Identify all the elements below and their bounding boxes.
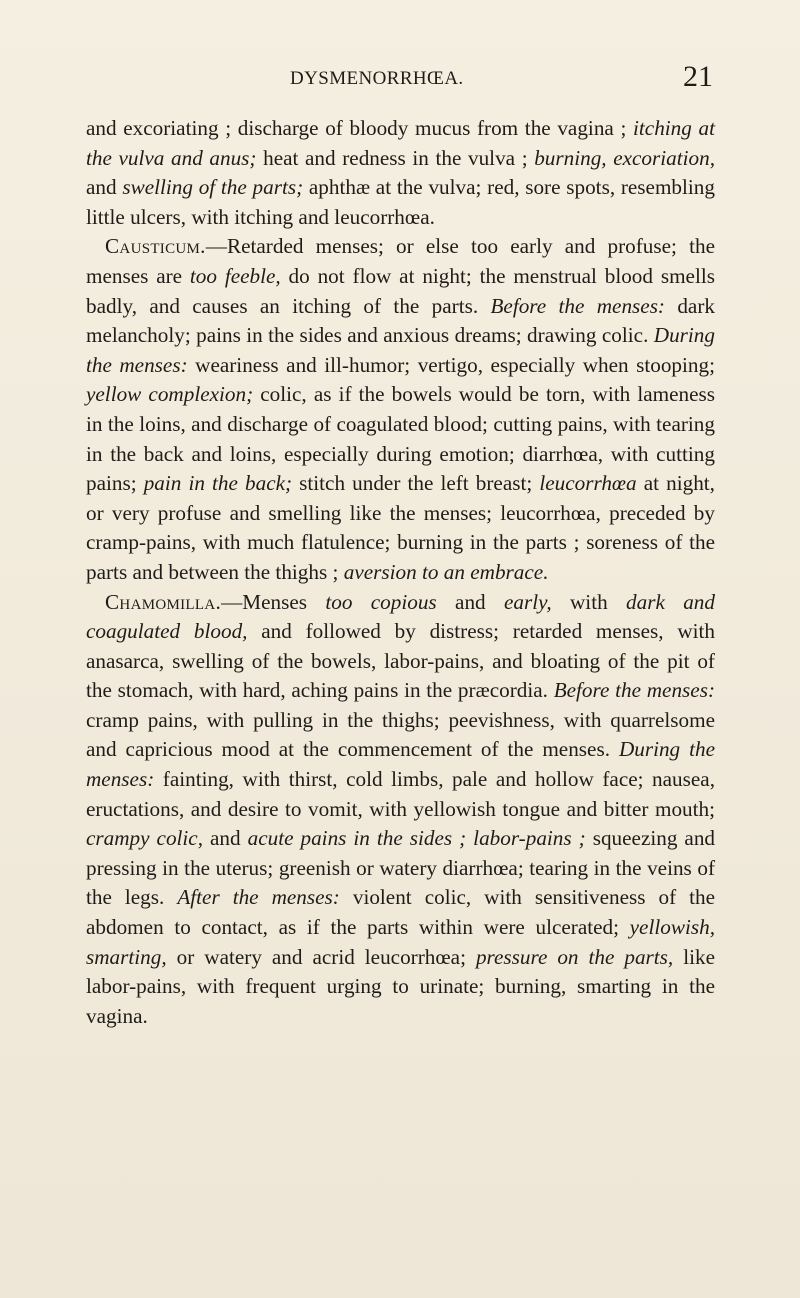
running-head <box>0 62 800 102</box>
italic-run: pressure on the parts, <box>475 944 674 969</box>
paragraph-causticum <box>86 232 715 587</box>
italic-run: pain in the back; <box>143 471 293 496</box>
text-run: and followed by distress; retarded menses, with anasarca, swelling of the bowels, labor-pains, and bloating of the pit of the stomach, with hard, aching pains in the præcordia. <box>86 619 716 703</box>
remedy-heading: Causticum. <box>105 234 206 259</box>
italic-run: crampy colic, <box>86 826 204 851</box>
text-run: aphthæ at the vulva; red, sore spots, resembling little ulcers, with itching and leucorrhœa. <box>86 175 715 229</box>
italic-run: itching at the vulva and anus; <box>86 116 715 170</box>
text-run: do not flow at night; the menstrual blood smells badly, and causes an itching of the parts. <box>86 263 715 318</box>
text-run: heat and redness in the vulva ; <box>256 145 535 170</box>
italic-run: too feeble, <box>189 263 281 288</box>
body-text <box>86 114 715 1031</box>
italic-run: acute pains in the sides ; labor-pains ; <box>247 826 586 851</box>
page-number: 21 <box>683 60 713 93</box>
running-title: DYSMENORRHŒA. <box>290 68 464 89</box>
italic-run: early, <box>503 589 552 614</box>
text-run: —Menses <box>221 589 326 614</box>
italic-run: yellowish, smarting, <box>86 915 715 969</box>
text-run: or watery and acrid leucorrhœa; <box>166 944 476 969</box>
italic-run: Before the menses: <box>490 293 665 318</box>
remedy-heading: Chamomilla. <box>105 589 222 614</box>
italic-run: dark and coagulated blood, <box>86 589 715 644</box>
text-run: violent colic, with sensitiveness of the abdomen to contact, as if the parts within were ulcerated; <box>86 885 716 940</box>
text-run: colic, as if the bowels would be torn, with lameness in the loins, and discharge of coagulated blood; cutting pains, with tearing in the back and loins, especially during emotion; diarrhœa, with cutting pains; <box>86 382 715 496</box>
text-run: —Retarded menses; or else too early and profuse; the menses are <box>86 234 715 288</box>
text-run: and excoriating ; discharge of bloody mucus from the vagina ; <box>86 116 627 140</box>
italic-run: leucorrhœa <box>539 471 637 496</box>
text-run: with <box>551 589 627 614</box>
paragraph-continuation <box>86 114 715 232</box>
italic-run: During the menses: <box>86 323 715 377</box>
text-run: dark melancholy; pains in the sides and anxious dreams; drawing colic. <box>86 293 715 348</box>
text-run: squeezing and pressing in the uterus; greenish or watery diarrhœa; tearing in the veins of the legs. <box>86 826 716 910</box>
text-run: fainting, with thirst, cold limbs, pale and hollow face; nausea, eructations, and desire to vomit, with yellowish tongue and bitter mouth; <box>86 767 715 821</box>
italic-run: too copious <box>325 589 437 614</box>
text-run: weariness and ill-humor; vertigo, especially when stooping; <box>187 352 715 377</box>
text-run: like labor-pains, with frequent urging to urinate; burning, smarting in the vagina. <box>86 944 715 1028</box>
paragraph-chamomilla <box>86 588 715 1032</box>
text-run: cramp pains, with pulling in the thighs; peevishness, with quarrelsome and capricious mood at the commencement of the menses. <box>86 707 715 762</box>
italic-run: aversion to an embrace. <box>343 559 549 584</box>
italic-run: During the menses: <box>86 737 715 792</box>
italic-run: Before the menses: <box>553 678 715 703</box>
italic-run: yellow complexion; <box>86 382 254 407</box>
text-run: and <box>436 589 504 614</box>
text-run: at night, or very profuse and smelling like the menses; leucorrhœa, preceded by cramp-pains, with much flatulence; burning in the parts ; soreness of the parts and between the thighs ; <box>86 471 715 584</box>
italic-run: burning, excoriation, <box>534 145 716 170</box>
text-run: and <box>203 826 248 851</box>
text-run: and <box>86 175 123 200</box>
text-run: stitch under the left breast; <box>292 471 540 496</box>
italic-run: swelling of the parts; <box>122 175 304 200</box>
italic-run: After the menses: <box>177 885 340 910</box>
